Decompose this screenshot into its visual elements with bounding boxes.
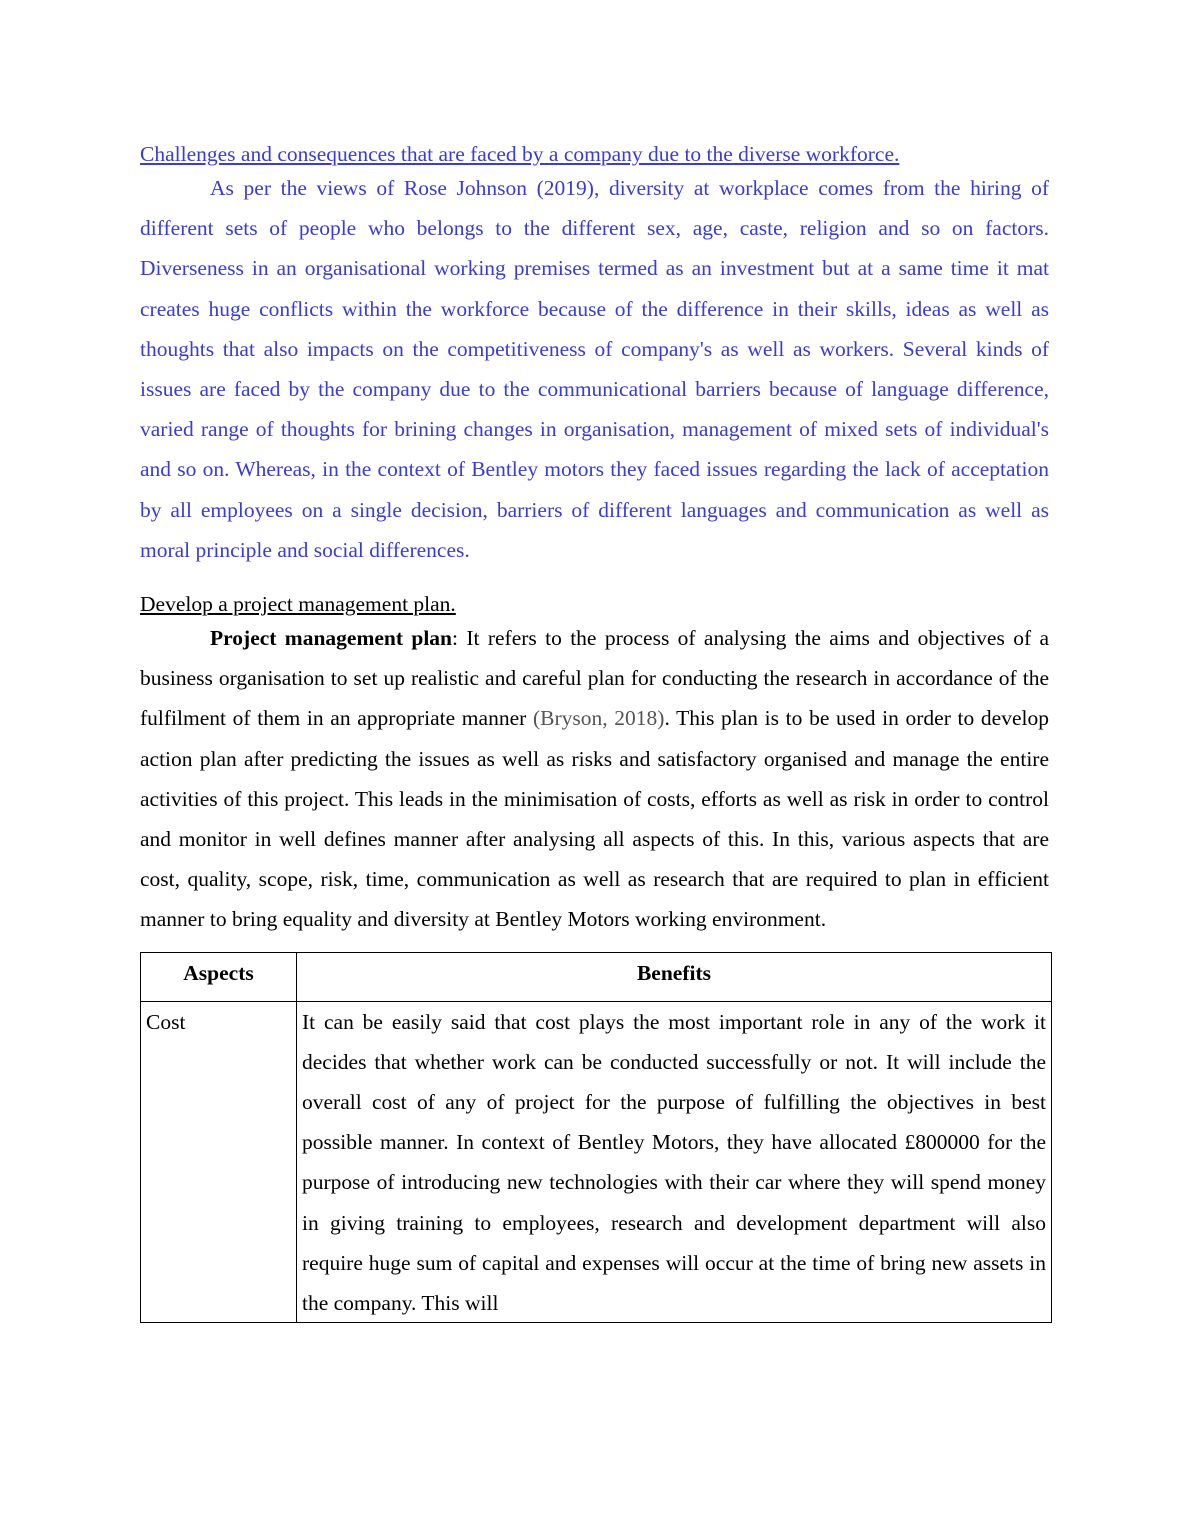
document-page: [140, 140, 1049, 1323]
paragraph-challenges: [140, 168, 1049, 570]
paragraph-text: , diversity at workplace comes from the hiring of different sets of people who belongs to the different sex, age, caste, religion and so on factors. Diverseness in an organisational working premises termed as an investment but at a same time it mat creates huge conflicts within the workforce because of the difference in their skills, ideas as well as thoughts that also impacts on the competitiveness of company's as well as workers. Several kinds of issues are faced by the company due to the communicational barriers because of language difference, varied range of thoughts for brining changes in organisation, management of mixed sets of individual's and so on. Whereas, in the context of Bentley motors they faced issues regarding the lack of acceptation by all employees on a single decision, barriers of different languages and communication as well as moral principle and social differences.: [140, 176, 1049, 562]
citation: (Bryson, 2018): [532, 706, 665, 731]
table-header-row: [141, 952, 1052, 1001]
paragraph-project-plan: [140, 618, 1049, 940]
table-row: [141, 1001, 1052, 1322]
table-header-aspects: Aspects: [141, 952, 297, 1001]
term-bold: Project management plan: [210, 626, 453, 651]
table-cell-aspect: Cost: [141, 1001, 297, 1322]
section-heading-challenges: Challenges and consequences that are faced by a company due to the diverse workforce.: [140, 142, 900, 166]
paragraph-text: . This plan is to be used in order to develop action plan after predicting the issues as well as risks and satisfactory organised and manage the entire activities of this project. This leads in the minimisation of costs, efforts as well as risk in order to control and monitor in well defines manner after analysing all aspects of this. In this, various aspects that are cost, quality, scope, risk, time, communication as well as research that are required to plan in efficient manner to bring equality and diversity at Bentley Motors working environment.: [140, 706, 1049, 932]
paragraph-text: As per the views of: [210, 176, 404, 200]
paragraph-text: : It refers to the process of analysing the aims and objectives of a business organisation to set up realistic and careful plan for conducting the research in accordance of the fulfilment of them in an appropriate manner: [140, 626, 1049, 731]
table-cell-benefit: [297, 1001, 1052, 1322]
table-header-benefits: Benefits: [297, 952, 1052, 1001]
section-heading-project-plan: Develop a project management plan.: [140, 592, 456, 617]
citation: Rose Johnson (2019): [403, 176, 594, 200]
aspects-benefits-table: [140, 952, 1052, 1323]
benefit-text: It can be easily said that cost plays the most important role in any of the work it decides that whether work can be conducted successfully or not. It will include the overall cost of any of project for the purpose of fulfilling the objectives in best possible manner. In context of Bentley Motors, they have allocated £800000 for the purpose of introducing new technologies with their car where they will spend money in giving training to employees, research and development department will also require huge sum of capital and expenses will occur at the time of bring new assets in the company. This will: [302, 1009, 1046, 1316]
